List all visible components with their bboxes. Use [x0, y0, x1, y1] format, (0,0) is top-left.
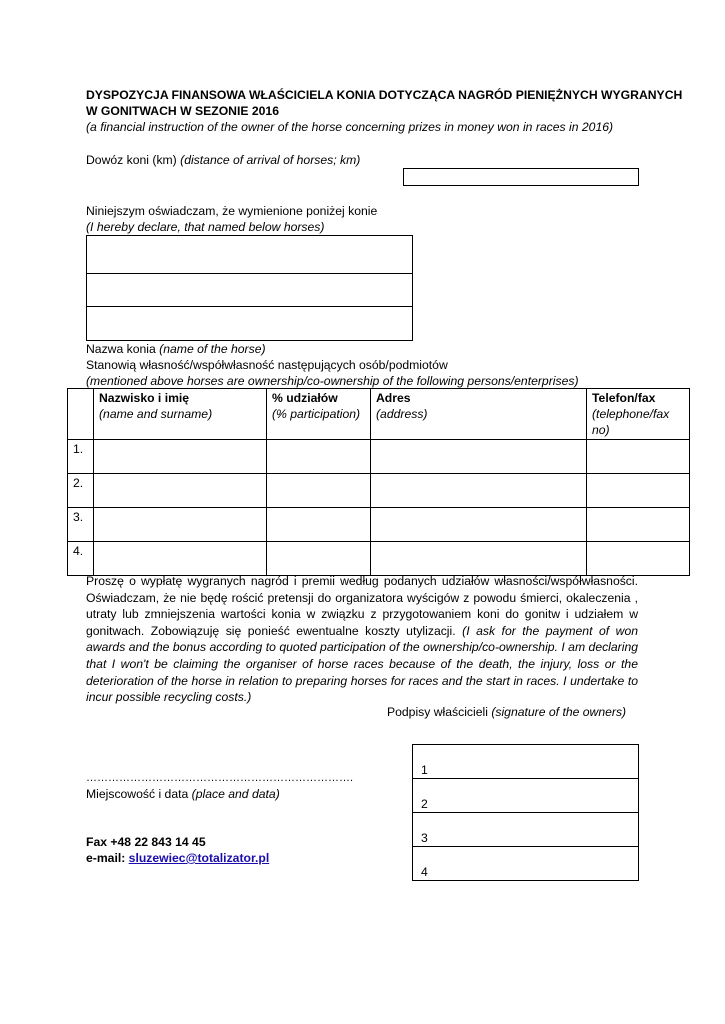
horse-name-caption-pl: Nazwa konia: [86, 342, 156, 356]
owner-name-cell[interactable]: [94, 542, 267, 576]
owner-address-cell[interactable]: [371, 474, 587, 508]
distance-label: [86, 152, 360, 168]
declaration-line-2: (I hereby declare, that named below horses): [86, 220, 325, 234]
table-row: [68, 508, 690, 542]
header-phone: [587, 389, 690, 440]
owner-phone-cell[interactable]: [587, 474, 690, 508]
title-line-1: DYSPOZYCJA FINANSOWA WŁAŚCICIELA KONIA DOTYCZĄCA NAGRÓD PIENIĘŻNYCH WYGRANYCH: [86, 88, 683, 102]
header-share: [267, 389, 371, 440]
signature-slot-3[interactable]: 3: [413, 813, 639, 847]
signatures-label-pl: Podpisy właścicieli: [387, 705, 488, 719]
owner-name-cell[interactable]: [94, 440, 267, 474]
statement-en: (I ask for the payment of won awards and the bonus according to quoted participation of the ownership/co-ownership. I am declaring that I won't be claiming the organiser of horse races because of the death, the injury, loss or the deterioration of the horse in relation to preparing horses for races and the start in races. I undertake to incur possible recycling costs.): [86, 623, 638, 705]
place-date-label-en: (place and data): [191, 787, 280, 801]
row-number: 1.: [68, 440, 94, 474]
ownership-line-en: (mentioned above horses are ownership/co-ownership of the following persons/enterprises): [86, 374, 579, 388]
email-line: [86, 850, 269, 866]
header-phone-title: Telefon/fax: [592, 391, 656, 405]
header-phone-subtitle: (telephone/fax no): [592, 407, 670, 437]
owner-address-cell[interactable]: [371, 542, 587, 576]
place-date-dots[interactable]: ……………………………………………………………….: [86, 772, 354, 784]
horse-name-field-3[interactable]: [87, 307, 412, 340]
owner-phone-cell[interactable]: [587, 508, 690, 542]
owner-phone-cell[interactable]: [587, 542, 690, 576]
signatures-table: [412, 744, 639, 881]
owner-share-cell[interactable]: [267, 440, 371, 474]
email-label: e-mail:: [86, 851, 129, 865]
table-row: [68, 474, 690, 508]
header-name-title: Nazwisko i imię: [99, 391, 190, 405]
title-line-2: W GONITWACH W SEZONIE 2016: [86, 104, 279, 118]
signatures-label: [387, 704, 626, 720]
header-address: [371, 389, 587, 440]
statement-paragraph: [86, 573, 638, 706]
owner-share-cell[interactable]: [267, 508, 371, 542]
distance-label-pl: Dowóz koni (km): [86, 153, 177, 167]
horse-name-field-1[interactable]: [87, 236, 412, 274]
table-row: [68, 440, 690, 474]
owner-name-cell[interactable]: [94, 508, 267, 542]
header-name-subtitle: (name and surname): [99, 407, 213, 421]
distance-input[interactable]: [403, 168, 639, 186]
table-row: [68, 542, 690, 576]
signature-slot-4[interactable]: 4: [413, 847, 639, 881]
owner-address-cell[interactable]: [371, 440, 587, 474]
place-date-label-pl: Miejscowość i data: [86, 787, 189, 801]
email-link[interactable]: sluzewiec@totalizator.pl: [128, 851, 270, 865]
owner-address-cell[interactable]: [371, 508, 587, 542]
signature-slot-1[interactable]: 1: [413, 745, 639, 779]
header-address-title: Adres: [376, 391, 411, 405]
distance-label-en: (distance of arrival of horses; km): [180, 153, 361, 167]
horse-name-caption: [86, 341, 266, 357]
declaration-line-1: Niniejszym oświadczam, że wymienione poniżej konie: [86, 204, 378, 218]
owner-share-cell[interactable]: [267, 474, 371, 508]
signature-slot-2[interactable]: 2: [413, 779, 639, 813]
signatures-label-en: (signature of the owners): [491, 705, 627, 719]
header-name: [94, 389, 267, 440]
row-number: 3.: [68, 508, 94, 542]
owners-table: [67, 388, 690, 576]
horse-name-caption-en: (name of the horse): [159, 342, 266, 356]
owner-phone-cell[interactable]: [587, 440, 690, 474]
statement-pl: Proszę o wypłatę wygranych nagród i premii według podanych udziałów własności/współwłasności. Oświadczam, że nie będę rościć pretensji do organizatora wyścigów z powodu śmierci, okaleczenia , utraty lub zmniejszenia wartości konia w związku z przygotowaniem koni do gonitw i udziałem w gonitwach. Zobowiązuję się ponieść ewentualne koszty utylizacji.: [86, 574, 638, 638]
owner-share-cell[interactable]: [267, 542, 371, 576]
row-number: 2.: [68, 474, 94, 508]
subtitle: (a financial instruction of the owner of the horse concerning prizes in money won in races in 2016): [86, 120, 614, 134]
place-date-label: [86, 786, 280, 802]
row-number: 4.: [68, 542, 94, 576]
header-address-subtitle: (address): [376, 407, 428, 421]
header-share-title: % udziałów: [272, 391, 338, 405]
header-num: [68, 389, 94, 440]
header-share-subtitle: (% participation): [272, 407, 361, 421]
ownership-line: Stanowią własność/współwłasność następujących osób/podmiotów: [86, 358, 448, 372]
owners-table-header: [68, 389, 690, 440]
horse-names-table: [86, 235, 413, 341]
fax-number: Fax +48 22 843 14 45: [86, 835, 206, 849]
owner-name-cell[interactable]: [94, 474, 267, 508]
horse-name-field-2[interactable]: [87, 274, 412, 307]
